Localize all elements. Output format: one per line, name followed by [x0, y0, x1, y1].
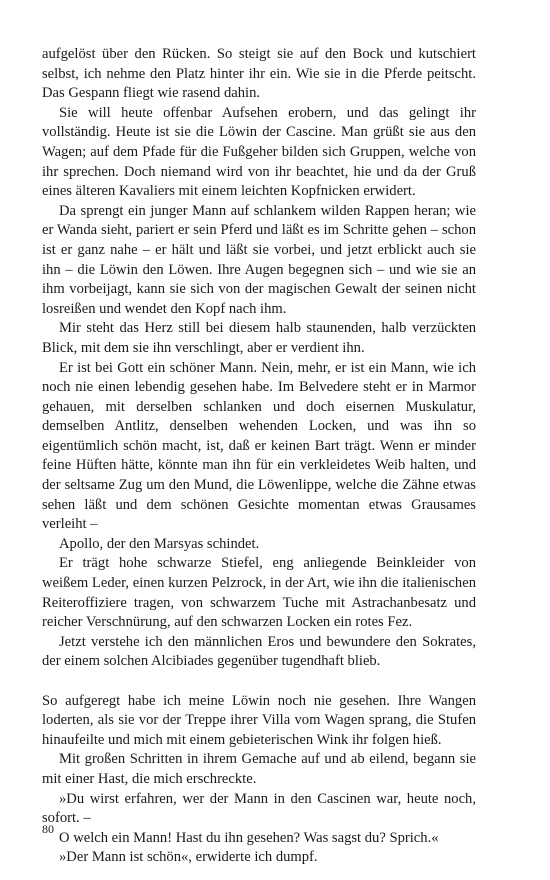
paragraph: aufgelöst über den Rücken. So steigt sie auf den Bock und kutschiert selbst, ich nehme den Platz hinter ihr ein. Wie sie in die Pferde peitscht. Das Gespann fliegt wie rasend dahin.	[42, 46, 476, 102]
paragraph: Da sprengt ein junger Mann auf schlankem wilden Rappen heran; wie er Wanda sieht, pariert er sein Pferd und läßt es im Schritte gehen – schon ist er ganz nahe – er hält und läßt sie vorbei, und jetzt erblickt auch sie ihn – die Löwin den Löwen. Ihre Augen begegnen sich – und wie sie an ihm vorbeijagt, kann sie sich von der magischen Gewalt der seinen nicht losreißen und wendet den Kopf nach ihm.	[42, 202, 476, 317]
paragraph: Sie will heute offenbar Aufsehen erobern, und das gelingt ihr vollständig. Heute ist sie die Löwin der Cascine. Man grüßt sie aus den Wagen; auf dem Pfade für die Fußgeher bilden sich Gruppen, welche von ihr sprechen. Doch niemand wird von ihr beachtet, hie und da der Gruß eines älteren Kavaliers mit einem leichten Kopfnicken erwidert.	[42, 104, 476, 200]
paragraph: Mit großen Schritten in ihrem Gemache auf und ab eilend, begann sie mit einer Hast, die mich erschreckte.	[42, 751, 476, 787]
paragraph: Mir steht das Herz still bei diesem halb staunenden, halb verzückten Blick, mit dem sie ihn verschlingt, aber er verdient ihn.	[42, 320, 476, 356]
paragraph: So aufgeregt habe ich meine Löwin noch nie gesehen. Ihre Wangen loderten, als sie vor der Treppe ihrer Villa vom Wagen sprang, die Stufen hinaufeilte und mich mit einem gebieterischen Wink ihr folgen hieß.	[42, 692, 476, 748]
paragraph: O welch ein Mann! Hast du ihn gesehen? Was sagst du? Sprich.«	[59, 829, 439, 846]
paragraph: »Der Mann ist schön«, erwiderte ich dumpf.	[59, 849, 318, 866]
paragraph: Er ist bei Gott ein schöner Mann. Nein, mehr, er ist ein Mann, wie ich noch nie einen lebendig gesehen habe. Im Belvedere steht er in Marmor gehauen, mit derselben schlanken und doch eisernen Muskulatur, demselben Antlitz, denselben wehenden Locken, und was ihn so eigentümlich schön macht, ist, daß er keinen Bart trägt. Wenn er minder feine Hüften hätte, könnte man ihn für ein verkleidetes Weib halten, und der seltsame Zug um den Mund, die Löwenlippe, welche die Zähne etwas sehen läßt und dem schönen Gesichte momentan etwas Grausames verleiht –	[42, 359, 476, 533]
page-body	[42, 45, 476, 868]
paragraph: Jetzt verstehe ich den männlichen Eros und bewundere den Sokrates, der einem solchen Alcibiades gegenüber tugendhaft blieb.	[42, 633, 476, 670]
paragraph: Apollo, der den Marsyas schindet.	[59, 535, 260, 552]
paragraph: »Du wirst erfahren, wer der Mann in den Cascinen war, heute noch, sofort. –	[42, 790, 476, 827]
page-number: 80	[42, 822, 54, 836]
paragraph: Er trägt hohe schwarze Stiefel, eng anliegende Beinkleider von weißem Leder, einen kurzen Pelzrock, in der Art, wie ihn die italienischen Reiteroffiziere tragen, von schwarzem Tuche mit Astrachanbesatz und reicher Verschnürung, auf den schwarzen Locken ein rotes Fez.	[42, 555, 476, 631]
